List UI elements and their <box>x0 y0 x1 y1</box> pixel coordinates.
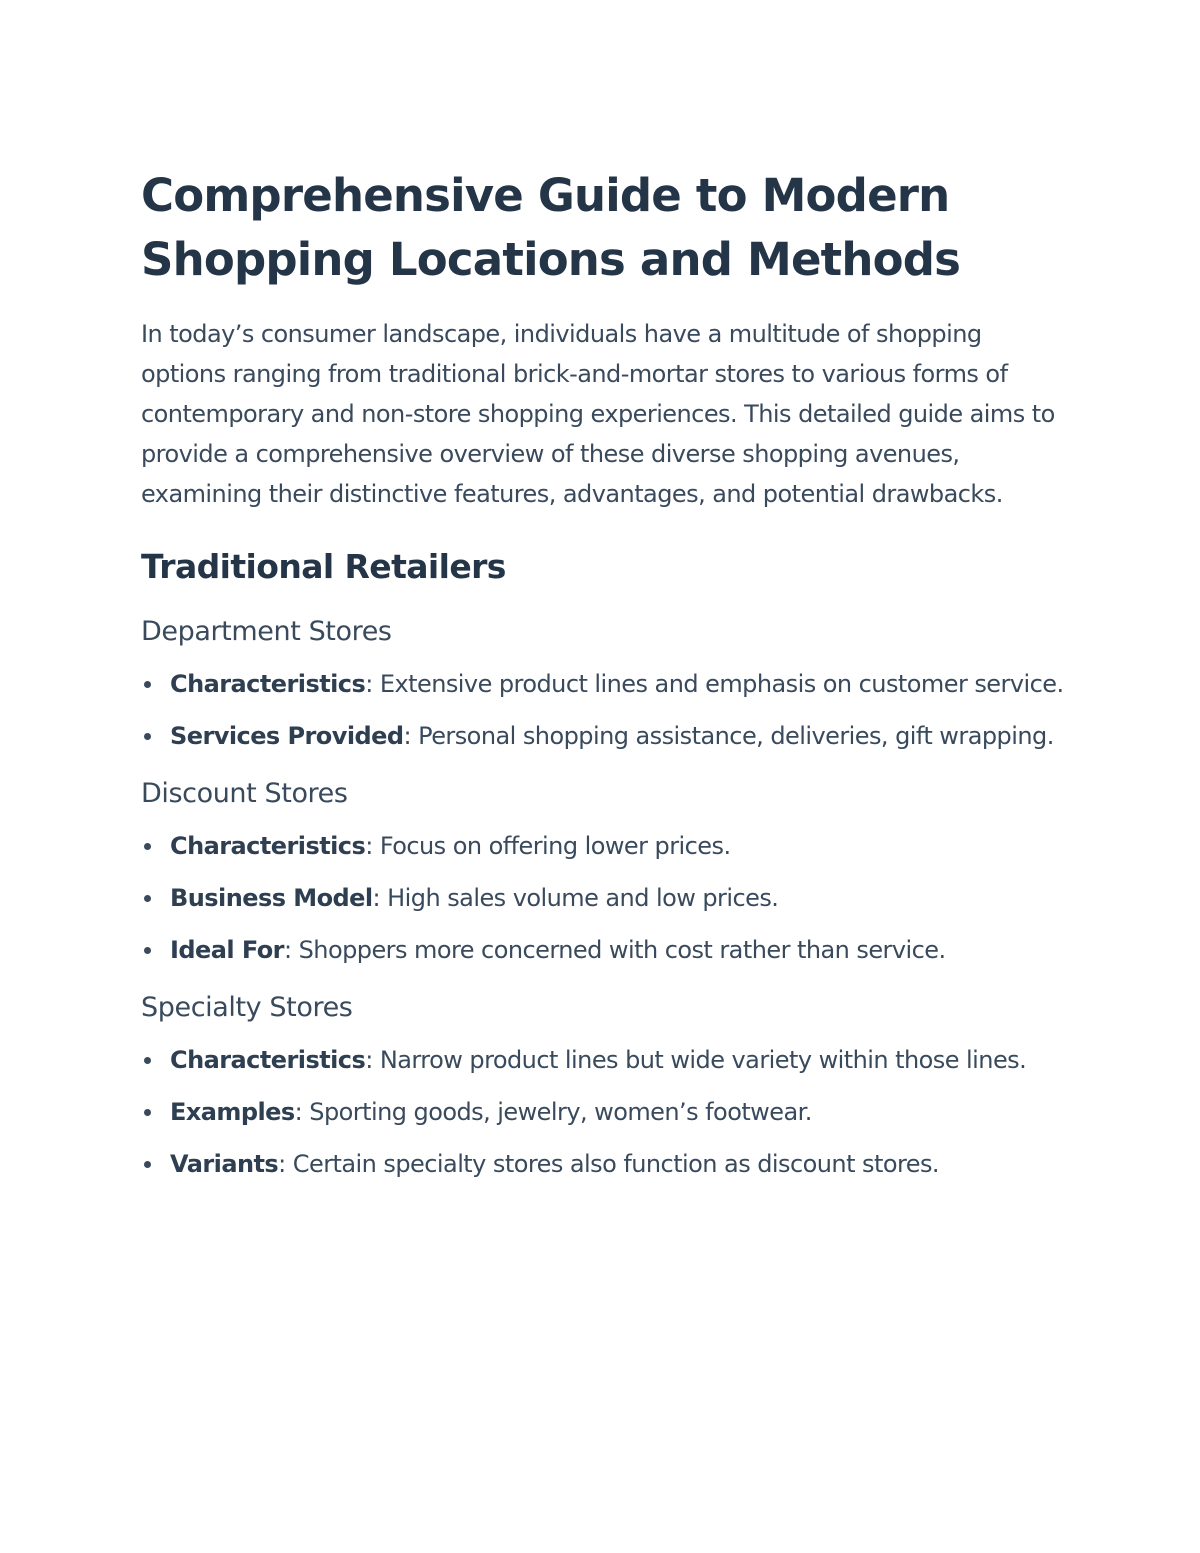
discount-stores-list <box>141 826 1066 970</box>
item-text: Certain specialty stores also function as discount stores. <box>285 1150 940 1178</box>
subsection-heading-department-stores: Department Stores <box>141 616 392 647</box>
bullet-icon <box>144 1109 151 1116</box>
item-separator: : <box>283 936 292 964</box>
item-term: Services Provided <box>170 722 404 750</box>
item-separator: : <box>365 1046 373 1074</box>
bullet-icon <box>144 733 151 740</box>
list-item <box>141 1092 1066 1132</box>
bullet-icon <box>144 1161 151 1168</box>
bullet-icon <box>144 843 151 850</box>
item-term: Characteristics <box>170 670 366 698</box>
list-item <box>141 1144 1066 1184</box>
item-term: Examples <box>170 1098 295 1126</box>
item-separator: : <box>372 884 381 912</box>
department-stores-list <box>141 664 1066 756</box>
item-term: Business Model <box>170 884 373 912</box>
list-item <box>141 1040 1066 1080</box>
list-item <box>141 878 1066 918</box>
item-separator: : <box>365 832 373 860</box>
item-text: Narrow product lines but wide variety within those lines. <box>372 1046 1027 1074</box>
item-term: Characteristics <box>170 832 366 860</box>
bullet-icon <box>144 1057 151 1064</box>
item-separator: : <box>403 722 412 750</box>
bullet-icon <box>144 947 151 954</box>
subsection-heading-discount-stores: Discount Stores <box>141 778 348 809</box>
item-text: Sporting goods, jewelry, women’s footwear. <box>302 1098 812 1126</box>
item-separator: : <box>365 670 373 698</box>
item-text: Extensive product lines and emphasis on customer service. <box>372 670 1064 698</box>
bullet-icon <box>144 895 151 902</box>
item-text: Shoppers more concerned with cost rather than service. <box>291 936 946 964</box>
subsection-heading-specialty-stores: Specialty Stores <box>141 992 353 1023</box>
list-item <box>141 716 1066 756</box>
item-term: Characteristics <box>170 1046 366 1074</box>
document-title: Comprehensive Guide to Modern Shopping Locations and Methods <box>141 169 961 286</box>
item-text: Personal shopping assistance, deliveries, gift wrapping. <box>411 722 1054 750</box>
list-item <box>141 930 1066 970</box>
item-separator: : <box>278 1150 286 1178</box>
bullet-icon <box>144 681 151 688</box>
section-heading-traditional-retailers: Traditional Retailers <box>141 547 506 586</box>
document-page <box>141 164 1066 1184</box>
intro-paragraph: In today’s consumer landscape, individuals have a multitude of shopping options ranging from traditional brick-and-mortar stores to various forms of contemporary and non-store shopping experiences. This detailed guide aims to provide a comprehensive overview of these diverse shopping avenues, examining their distinctive features, advantages, and potential drawbacks. <box>141 320 1055 508</box>
item-text: Focus on offering lower prices. <box>372 832 731 860</box>
item-text: High sales volume and low prices. <box>380 884 779 912</box>
item-separator: : <box>294 1098 303 1126</box>
list-item <box>141 664 1066 704</box>
item-term: Variants <box>170 1150 279 1178</box>
specialty-stores-list <box>141 1040 1066 1184</box>
list-item <box>141 826 1066 866</box>
item-term: Ideal For <box>170 936 284 964</box>
